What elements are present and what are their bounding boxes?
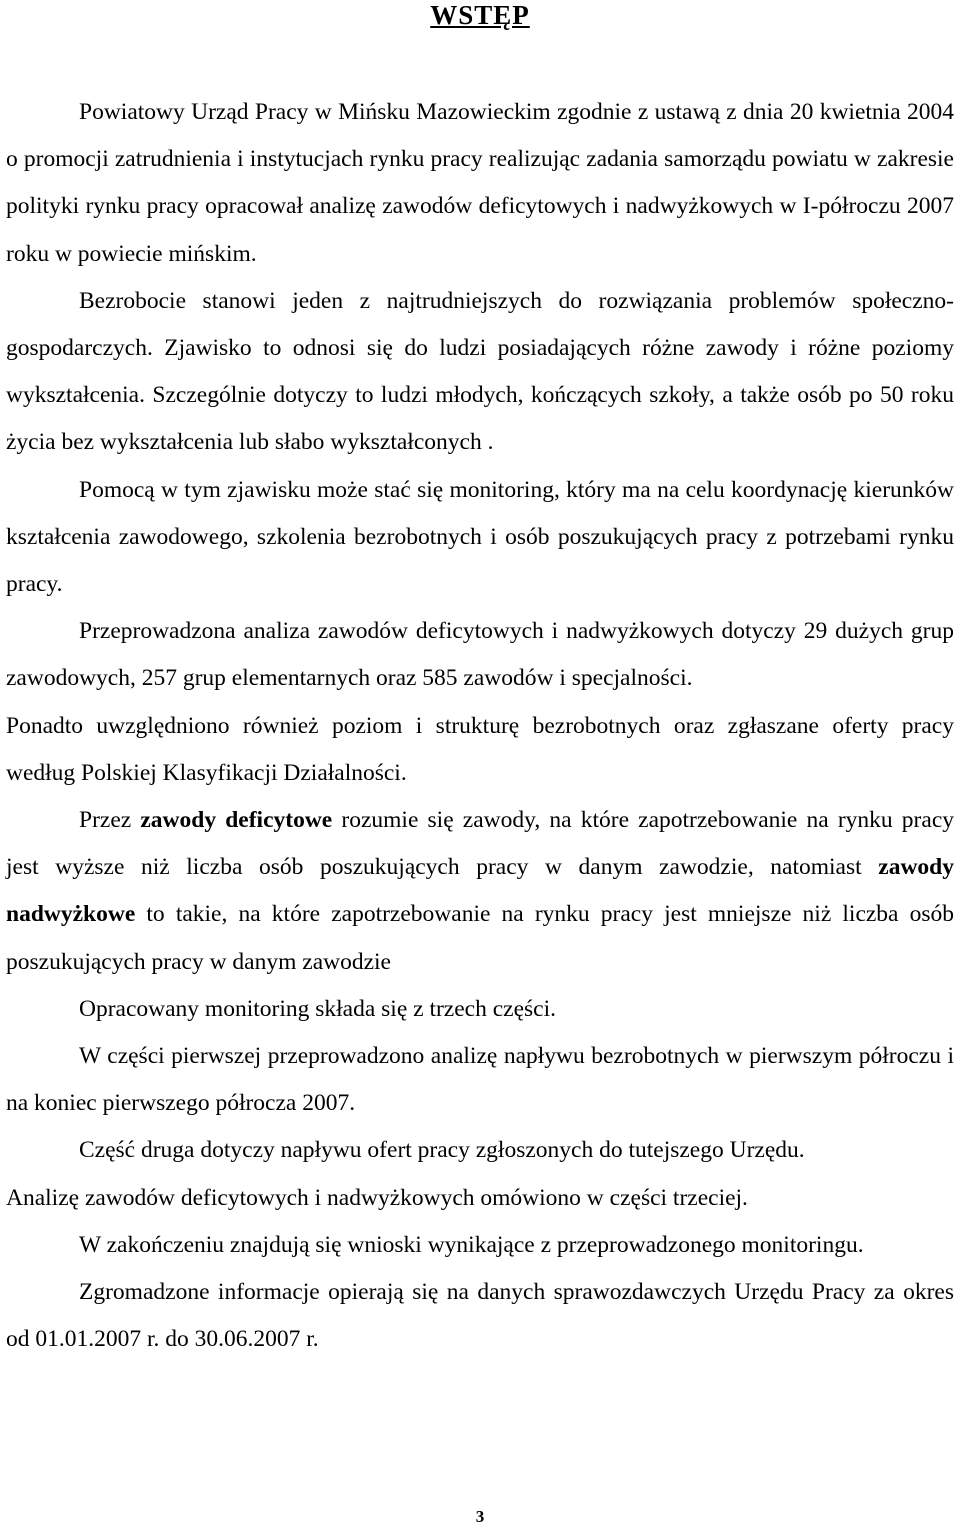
- paragraph-part-three: Analizę zawodów deficytowych i nadwyżkowych omówiono w części trzeciej.: [6, 1184, 748, 1211]
- page-number: 3: [475, 1507, 485, 1526]
- term-deficit-occupations: zawody deficytowe: [140, 807, 333, 834]
- paragraph-intro: Powiatowy Urząd Pracy w Mińsku Mazowieckim zgodnie z ustawą z dnia 20 kwietnia 2004 o promocji zatrudnienia i instytucjach rynku pracy realizując zadania samorządu powiatu w zakresie polityki rynku pracy opracował analizę zawodów deficytowych i nadwyżkowych w I-półroczu 2007 roku w powiecie mińskim.: [6, 99, 954, 267]
- paragraph-conclusion: W zakończeniu znajdują się wnioski wynikające z przeprowadzonego monitoringu.: [79, 1231, 864, 1258]
- paragraph-unemployment: Bezrobocie stanowi jeden z najtrudniejszych do rozwiązania problemów społeczno-gospodarczych. Zjawisko to odnosi się do ludzi posiadających różne zawody i różne poziomy wykształcenia. Szczególnie dotyczy to ludzi młodych, kończących szkoły, a także osób po 50 roku życia bez wykształcenia lub słabo wykształconych .: [6, 287, 954, 456]
- body-text: [6, 89, 954, 1363]
- paragraph-data-source: Zgromadzone informacje opierają się na danych sprawozdawczych Urzędu Pracy za okres od 01.01.2007 r. do 30.06.2007 r.: [6, 1279, 954, 1353]
- paragraph-part-one: W części pierwszej przeprowadzono analizę napływu bezrobotnych w pierwszym półroczu i na koniec pierwszego półrocza 2007.: [6, 1043, 954, 1117]
- paragraph-definition: [6, 797, 954, 986]
- definition-text-1: Przez: [79, 807, 132, 834]
- paragraph-monitoring: Pomocą w tym zjawisku może stać się monitoring, który ma na celu koordynację kierunków kształcenia zawodowego, szkolenia bezrobotnych i osób poszukujących pracy z potrzebami rynku pracy.: [6, 476, 954, 598]
- paragraph-analysis-scope: Przeprowadzona analiza zawodów deficytowych i nadwyżkowych dotyczy 29 dużych grup zawodowych, 257 grup elementarnych oraz 585 zawodów i specjalności.: [6, 618, 954, 692]
- term-surplus-occupations: zawody nadwyżkowe: [6, 854, 954, 928]
- definition-text-2: rozumie się zawody, na które zapotrzebowanie na rynku pracy jest wyższe niż liczba osób poszukujących pracy w danym zawodzie, natomiast: [6, 807, 954, 881]
- page-title: WSTĘP: [430, 0, 530, 30]
- paragraph-structure: Opracowany monitoring składa się z trzech części.: [79, 995, 556, 1022]
- paragraph-part-two: Część druga dotyczy napływu ofert pracy zgłoszonych do tutejszego Urzędu.: [79, 1137, 805, 1164]
- paragraph-additional: Ponadto uwzględniono również poziom i strukturę bezrobotnych oraz zgłaszane oferty pracy według Polskiej Klasyfikacji Działalności.: [6, 712, 954, 786]
- definition-text-3: to takie, na które zapotrzebowanie na rynku pracy jest mniejsze niż liczba osób poszukujących pracy w danym zawodzie: [6, 901, 955, 975]
